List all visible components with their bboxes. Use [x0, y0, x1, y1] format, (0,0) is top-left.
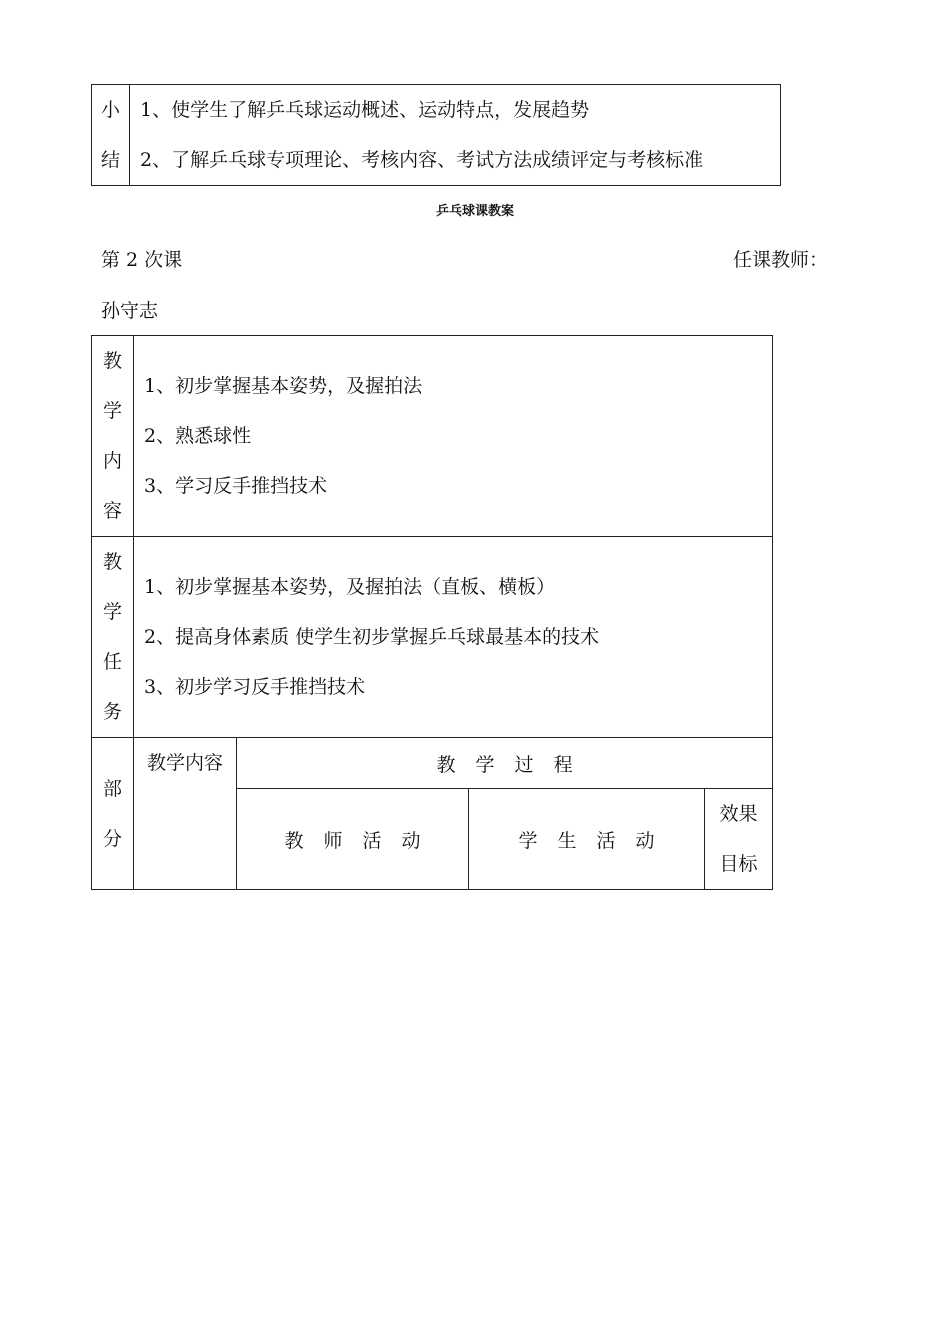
- process-title-text: 教 学 过 程: [436, 753, 573, 776]
- teacher-label: 任课教师：: [733, 249, 829, 271]
- content-item: 2、熟悉球性: [144, 425, 252, 447]
- summary-label-char: 小: [100, 99, 120, 121]
- tasks-label-char: 任: [102, 651, 122, 673]
- tasks-label: [92, 537, 134, 738]
- effect-goal-header: [705, 789, 773, 890]
- content-item: 3、学习反手推挡技术: [144, 475, 328, 497]
- effect-goal-line: 效果: [719, 803, 758, 825]
- summary-item: 1、使学生了解乒乓球运动概述、运动特点，发展趋势: [140, 99, 590, 121]
- section-header-char: 分: [102, 827, 122, 850]
- task-item: 1、初步掌握基本姿势，及握拍法（直板、横板）: [144, 576, 556, 598]
- student-activity-text: 学 生 活 动: [518, 829, 655, 852]
- summary-table: [91, 84, 781, 186]
- tasks-label-char: 教: [102, 551, 122, 573]
- teaching-content-header: [134, 738, 237, 890]
- teaching-content-header-text: 教学内容: [146, 752, 223, 774]
- tasks-label-char: 务: [102, 701, 122, 723]
- process-title-header: [237, 738, 773, 789]
- section-header-char: 部: [102, 777, 122, 800]
- task-item: 2、提高身体素质 使学生初步掌握乒乓球最基本的技术: [144, 626, 600, 648]
- lesson-table: [91, 335, 773, 890]
- content-label-char: 容: [102, 500, 122, 522]
- summary-label: [92, 85, 130, 186]
- section-header: [92, 738, 134, 890]
- teacher-name: 孙守志: [101, 300, 159, 322]
- tasks-label-char: 学: [102, 601, 122, 623]
- task-item: 3、初步学习反手推挡技术: [144, 676, 366, 698]
- effect-goal-line: 目标: [719, 853, 758, 875]
- tasks-items: [134, 537, 773, 738]
- summary-item: 2、了解乒乓球专项理论、考核内容、考试方法成绩评定与考核标准: [140, 149, 704, 171]
- summary-label-char: 结: [100, 149, 120, 171]
- lesson-number: 第 2 次课: [101, 249, 183, 271]
- content-label-char: 学: [102, 400, 122, 422]
- teacher-activity-header: [237, 789, 469, 890]
- summary-items: [130, 85, 781, 186]
- student-activity-header: [469, 789, 705, 890]
- content-label-char: 教: [102, 350, 122, 372]
- content-items: [134, 336, 773, 537]
- content-label-char: 内: [102, 450, 122, 472]
- content-label: [92, 336, 134, 537]
- content-item: 1、初步掌握基本姿势，及握拍法: [144, 375, 423, 397]
- teacher-activity-text: 教 师 活 动: [284, 829, 421, 852]
- doc-title: 乒乓球课教案: [435, 204, 514, 219]
